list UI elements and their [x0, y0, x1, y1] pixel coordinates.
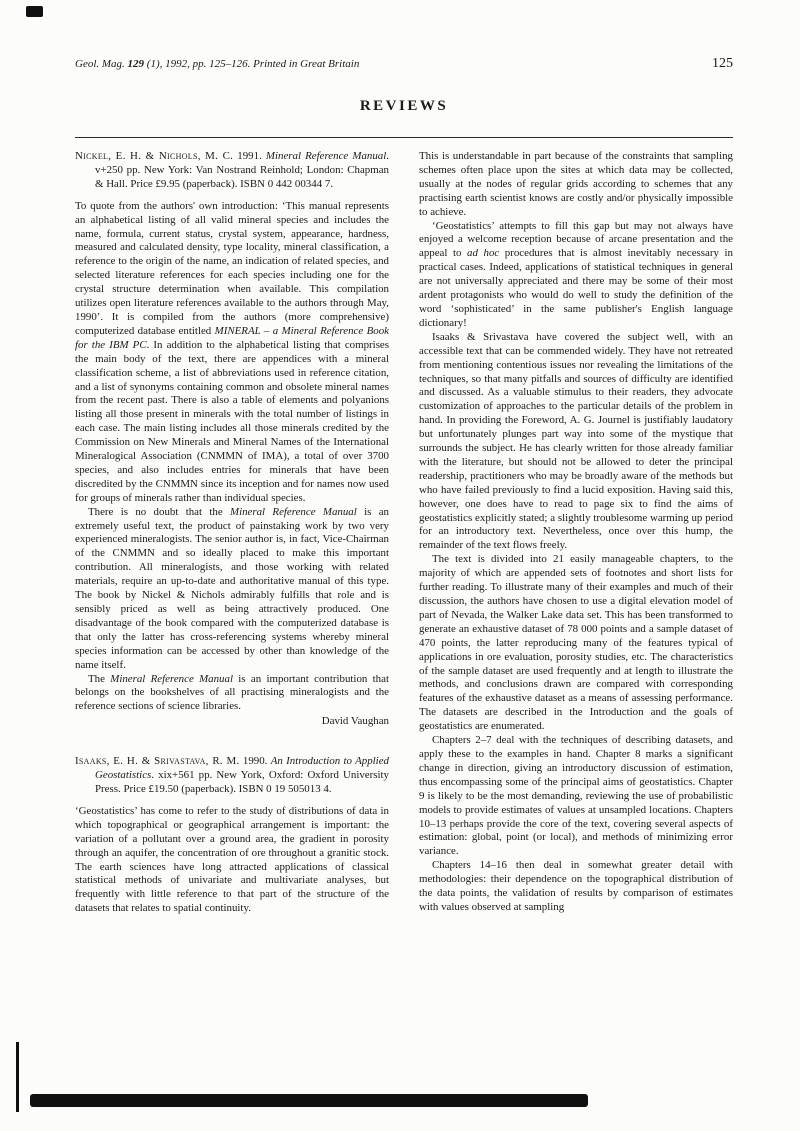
text-run: The text is divided into 21 easily manageable chapters, to the majority of which are appended sets of footnotes and short lists for further reading. To illustrate many of their examples and much of their discussion, the authors have chosen to use a digital elevation model of part of Nevada, the Walker Lake data set. This has been transformed to generate an exhaustive dataset of 78 000 points and a sample dataset of 470 points, the latter reproducing many of the features typical of applications in ore evaluation, porosity studies, etc. The characteristics of the sample dataset are used frequently and at length to illustrate the methods, and conclusions drawn are compared with corresponding features of the exhaustive dataset as a means of assessing performance. The datasets are described in the Introduction and the goals of geostatistics are enumerated.: [419, 553, 733, 733]
book-citation: [75, 755, 389, 797]
text-run: . v+250 pp. New York: Van Nostrand Reinhold; London: Chapman & Hall. Price £9.95 (paperback). ISBN 0 442 00344 7.: [95, 150, 389, 190]
reviewer-signature: [75, 715, 389, 729]
scan-artifact-corner: [26, 6, 43, 17]
paragraph: [419, 331, 733, 554]
text-run: ‘Geostatistics’ attempts to fill this gap but may not always have enjoyed a welcome reception because of arcane presentation and the appeal to: [419, 219, 733, 260]
citation-text: (1), 1992, pp. 125–126. Printed in Great Britain: [144, 58, 360, 70]
scan-artifact-bottom-bar: [30, 1094, 588, 1107]
paragraph: [75, 200, 389, 506]
journal-header: [75, 56, 733, 72]
text-run: Mineral Reference Manual: [110, 672, 233, 685]
journal-citation: [75, 58, 359, 70]
paragraph: [419, 150, 733, 220]
text-run: To quote from the authors' own introduction: ‘This manual represents an alphabetical listing of all valid mineral species and includes the name, formula, current status, crystal system, appearance, hardness, measured and calculated density, type locality, mineral classification, a reference to the origin of the name, an indication of related species, and selected literature references for each species including one for the crystal structure determination when available. This compilation utilizes open literature references available to the authors through May, 1990’. It is compiled from the authors (more comprehensive) computerized database entitled: [75, 199, 389, 337]
two-column-layout: [75, 150, 733, 916]
text-run: David Vaughan: [321, 715, 389, 728]
text-run: is an extremely useful text, the product of painstaking work by two very experienced mineralogists. The senior author is, in fact, Vice-Chairman of the CNMMN and so ideally placed to make this important contribution. All mineralogists, and those working with related materials, require an up-to-date and authoritative manual of this type. The book by Nickel & Nichols admirably fulfills that role and is sensibly priced as well as being attractively produced. One disadvantage of the book compared with the computerized database is that only the latter has cross-referencing systems whereby mineral species information can be accessed by other than knowledge of the name itself.: [75, 505, 389, 671]
text-run: 1990.: [239, 755, 271, 768]
text-run: . In addition to the alphabetical listing that comprises the main body of the text, there are appendices with a mineral classification scheme, a list of abbreviations used in reference citation, and a list of synonyms containing common and obsolete mineral names from the recent past. There is also a table of elements and polyanions listing all those present in minerals with the total number of listings in each case. The main listing includes all those minerals credited by the Commission on New Minerals and Mineral Names of the International Mineralogical Association (CNMMN of IMA), a total of over 3700 species, and also includes entries for minerals that have been discredited by the CNMMN since its inception and for names now used for groups of minerals rather than individual species.: [75, 338, 390, 504]
text-run: Mineral Reference Manual: [265, 150, 387, 162]
paragraph: [419, 220, 733, 331]
paragraph: [75, 506, 389, 673]
text-run: The: [88, 672, 111, 685]
page-number: 125: [712, 56, 733, 71]
text-run: Chapters 2–7 deal with the techniques of describing datasets, and apply these to the examples in hand. Chapter 8 marks a significant change in direction, giving an introductory discussion of estimation, thus encompassing some of the principal aims of geostatistics. Chapter 9 is likely to be the most demanding, reviewing the use of probabilistic models to provide estimates of values at unsampled locations. Chapters 10–13 perhaps provide the core of the text, covering several aspects of estimation: global, point (or local), and methods of minimizing error variance.: [419, 734, 733, 858]
text-run: ‘Geostatistics’ has come to refer to the study of distributions of data in which topographical or geographical arrangement is important: the variation of a pollutant over a ground area, the gradient in porosity through an aquifer, the concentration of ore throughout a granitic stock. The earth sciences have long attracted applications of classical statistical methods of univariate and multivariate analyses, but frequently with little reference to that part of the structure of the datasets that relates to spatial continuity.: [75, 804, 389, 915]
text-run: ad hoc: [467, 247, 500, 260]
paragraph: [419, 859, 733, 915]
divider-rule: [75, 137, 733, 138]
paragraph: [419, 553, 733, 734]
text-run: Mineral Reference Manual: [230, 505, 357, 518]
text-run: This is understandable in part because of the constraints that sampling schemes often place upon the sites at which data may be collected, usually at the nodes of regular grids according to schemes that any practising earth scientist knows are costly and/or physically impossible to achieve.: [419, 150, 733, 218]
left-column: [75, 150, 389, 916]
book-citation: [75, 150, 389, 192]
text-run: 1991.: [233, 150, 266, 162]
text-run: Chapters 14–16 then deal in somewhat greater detail with methodologies: their dependence on the topographical distribution of the data points, the validation of results by comparison of estimates with values observed at sampling: [419, 859, 733, 913]
scan-artifact-edge-line: [16, 1042, 19, 1112]
page-content: [75, 56, 733, 916]
citation-text: Geol. Mag.: [75, 58, 128, 70]
paragraph: [75, 805, 389, 916]
text-run: Nickel, E. H. & Nichols, M. C.: [75, 150, 234, 162]
text-run: An Introduction to Applied Geostatistics: [95, 755, 389, 782]
text-run: . xix+561 pp. New York, Oxford: Oxford University Press. Price £19.50 (paperback). ISBN 0 19 505013 4.: [95, 769, 389, 795]
text-run: MINERAL – a Mineral Reference Book for the IBM PC: [75, 324, 390, 351]
citation-volume: 129: [127, 58, 145, 70]
text-run: Isaaks & Srivastava have covered the subject well, with an accessible text that can be commended widely. They have not retreated from mentioning contentious issues nor revealing the limitations of the techniques, so that many pitfalls and sources of difficulty are identified and discussed. As a valuable stimulus to their readers, they advocate customization of approaches to the particular details of the problem in hand. In providing the Foreword, A. G. Journel is justifiably laudatory but unfortunately plunges part way into some of the mystique that surrounds the subject. He has clearly written for those already familiar with the literature, but should not be allowed to deter the principal readership, practitioners who may be broadly aware of the methods but who have failed previously to find a lucid exposition. Having said this, however, one does have to read to page six to find the aims of geostatistics explicitly stated; a slightly troublesome warming up period for an introductory text. Nevertheless, once over this hump, the remainder of the text flows freely.: [419, 330, 733, 552]
text-run: There is no doubt that the: [88, 505, 230, 518]
text-run: is an important contribution that belongs on the bookshelves of all practising mineralogists and the reference sections of science libraries.: [75, 672, 389, 713]
paragraph: [75, 673, 389, 715]
text-run: Isaaks, E. H. & Srivastava, R. M.: [75, 755, 240, 768]
right-column: [419, 150, 733, 916]
page-title: REVIEWS: [359, 98, 449, 114]
text-run: procedures that is almost inevitably necessary in practical cases. Indeed, applications of statistical techniques in general are not universally appreciated and there may be some of their most ardent protagonists who would do well to study the definition of the word ‘sophisticated’ in the same publisher's English language dictionary!: [419, 247, 733, 329]
paragraph: [419, 734, 733, 859]
